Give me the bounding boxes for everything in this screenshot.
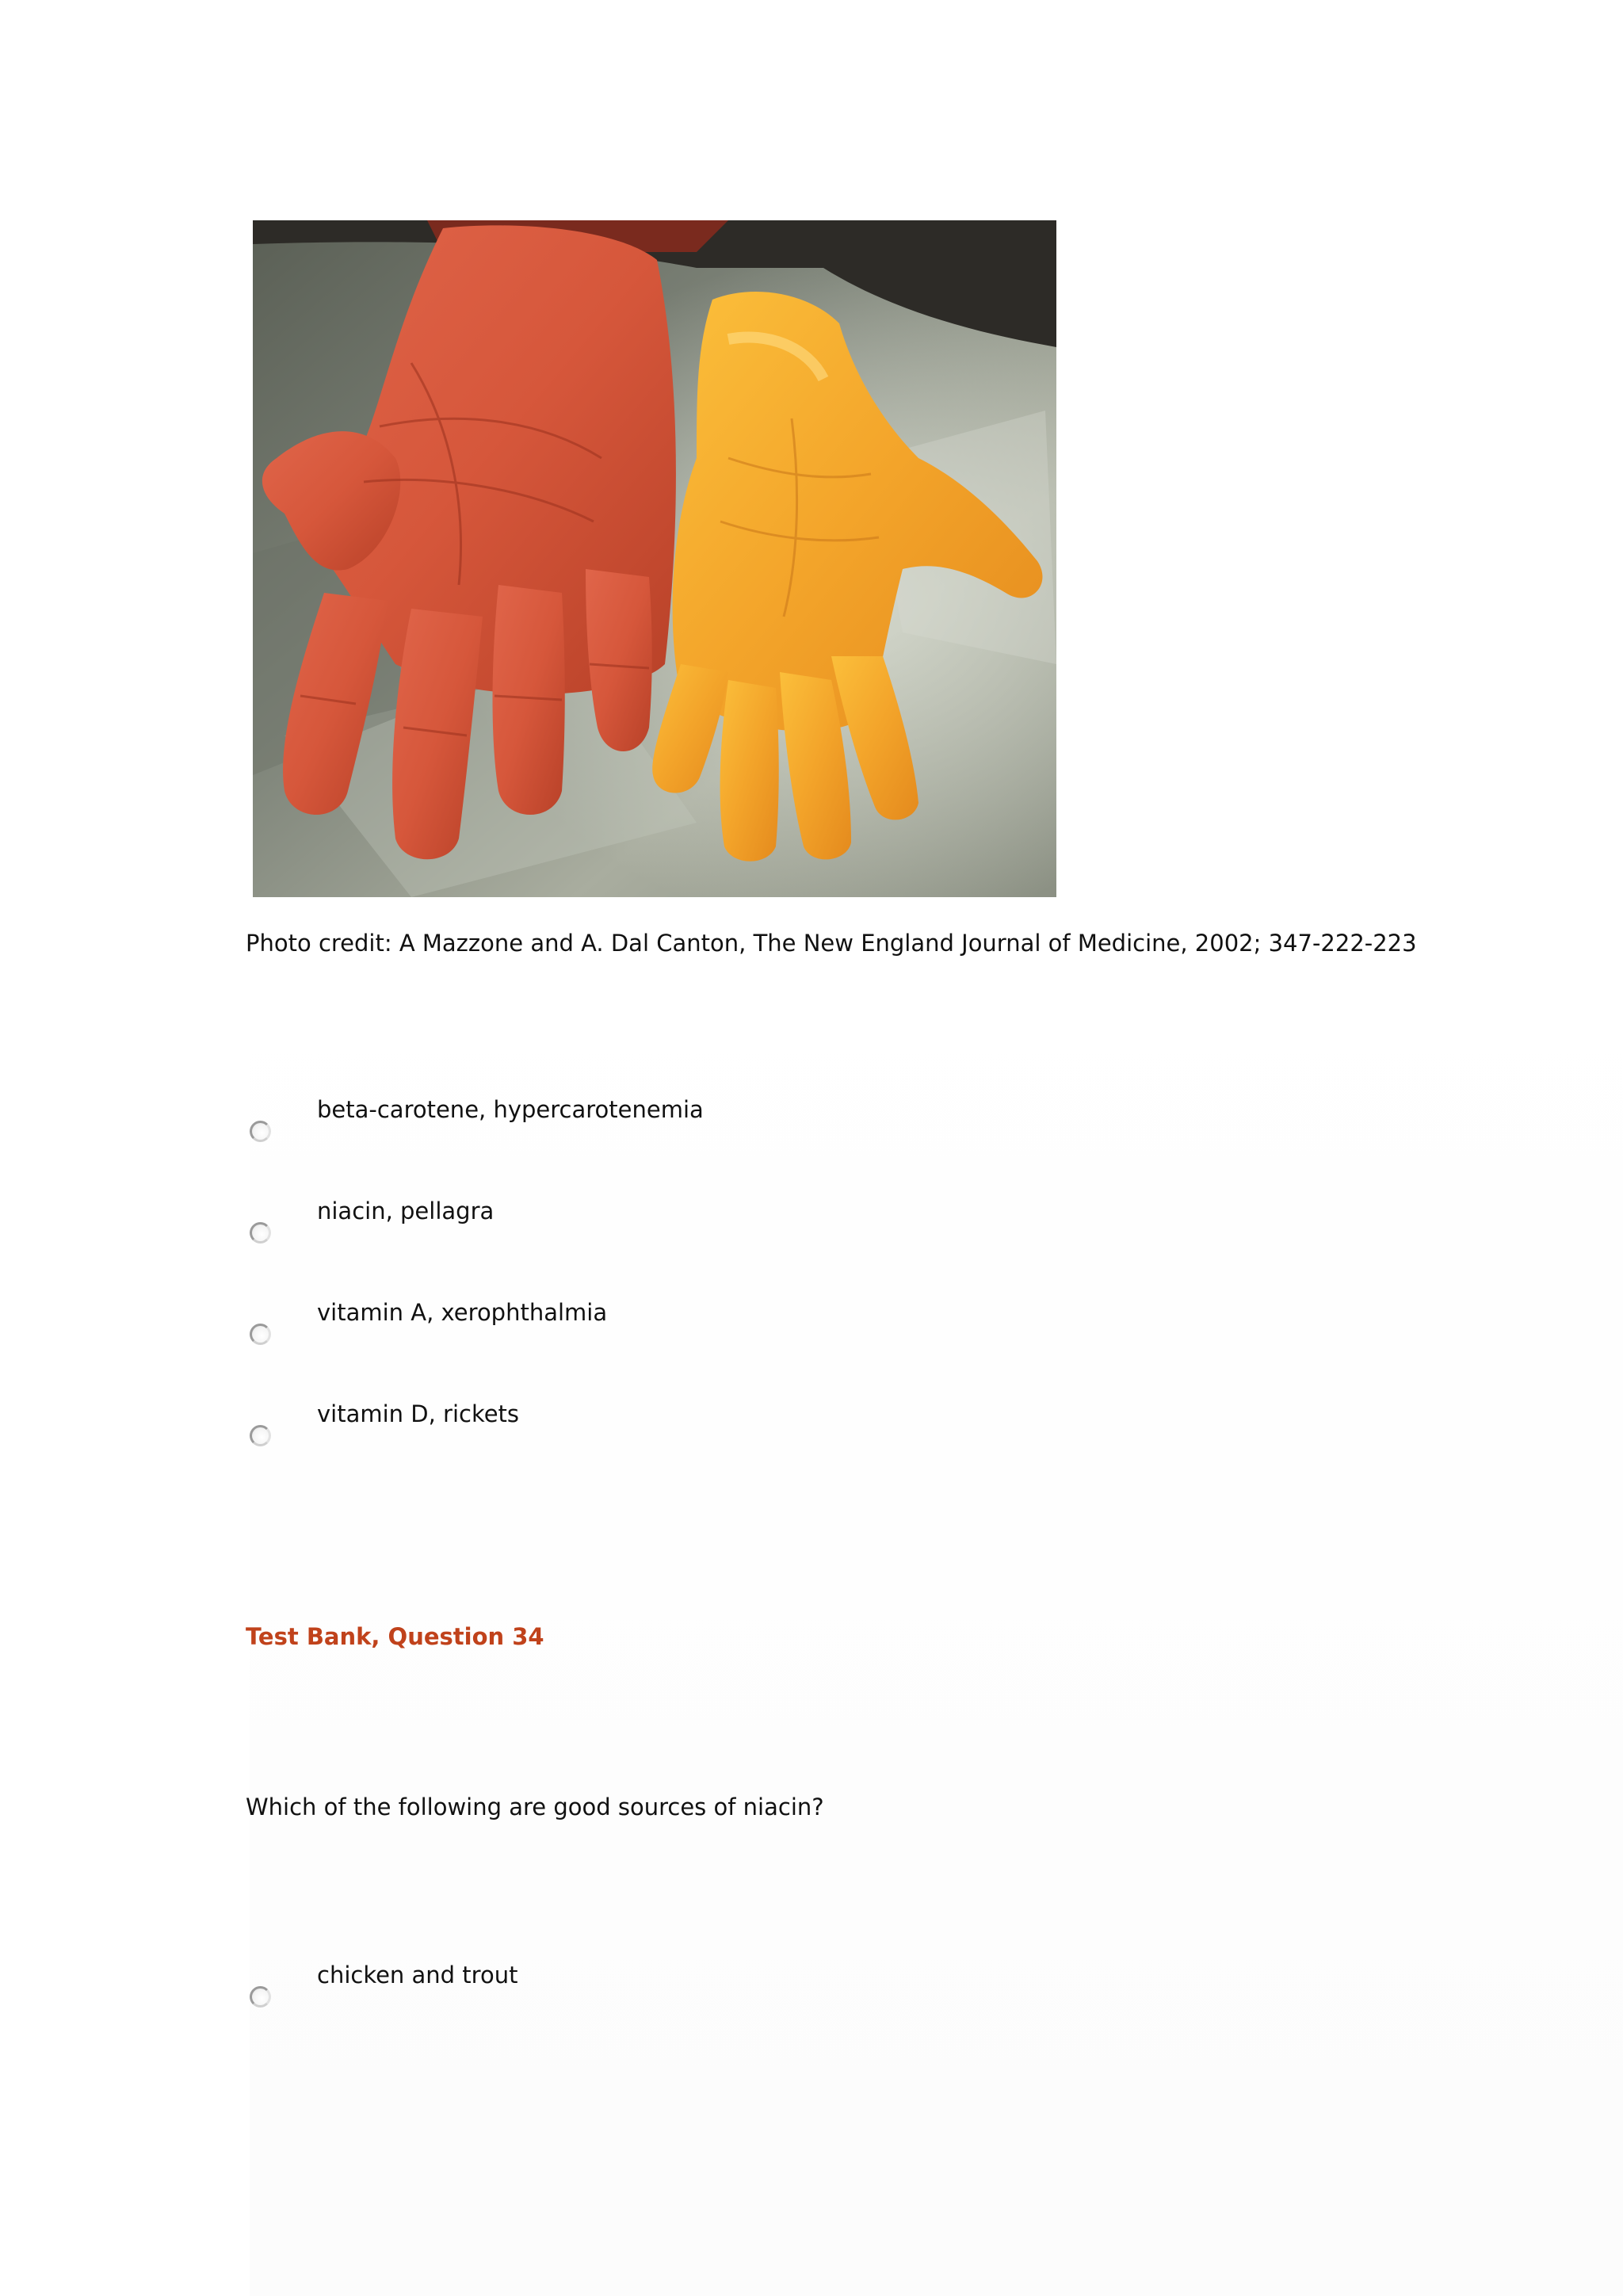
question-heading: Test Bank, Question 34: [246, 1623, 544, 1650]
hands-photo: [253, 220, 1056, 897]
radio-button[interactable]: [250, 1425, 271, 1446]
question-text: Which of the following are good sources of niacin?: [246, 1794, 824, 1820]
answer-label: beta-carotene, hypercarotenemia: [317, 1096, 704, 1123]
answer-label: vitamin A, xerophthalmia: [317, 1299, 608, 1326]
answer-option[interactable]: [246, 1959, 1355, 2007]
answer-option[interactable]: [246, 1094, 1355, 1141]
radio-button[interactable]: [250, 1324, 271, 1345]
answer-label: vitamin D, rickets: [317, 1400, 520, 1427]
answer-option[interactable]: [246, 1297, 1355, 1344]
answer-option[interactable]: [246, 1195, 1355, 1243]
answer-option[interactable]: [246, 1398, 1355, 1446]
radio-button[interactable]: [250, 1222, 271, 1244]
radio-button[interactable]: [250, 1121, 271, 1142]
photo-credit: Photo credit: A Mazzone and A. Dal Canton, The New England Journal of Medicine, 2002; 347-222-223: [246, 930, 1417, 957]
answer-label: niacin, pellagra: [317, 1198, 495, 1224]
radio-button[interactable]: [250, 1986, 271, 2008]
answer-label: chicken and trout: [317, 1962, 518, 1988]
